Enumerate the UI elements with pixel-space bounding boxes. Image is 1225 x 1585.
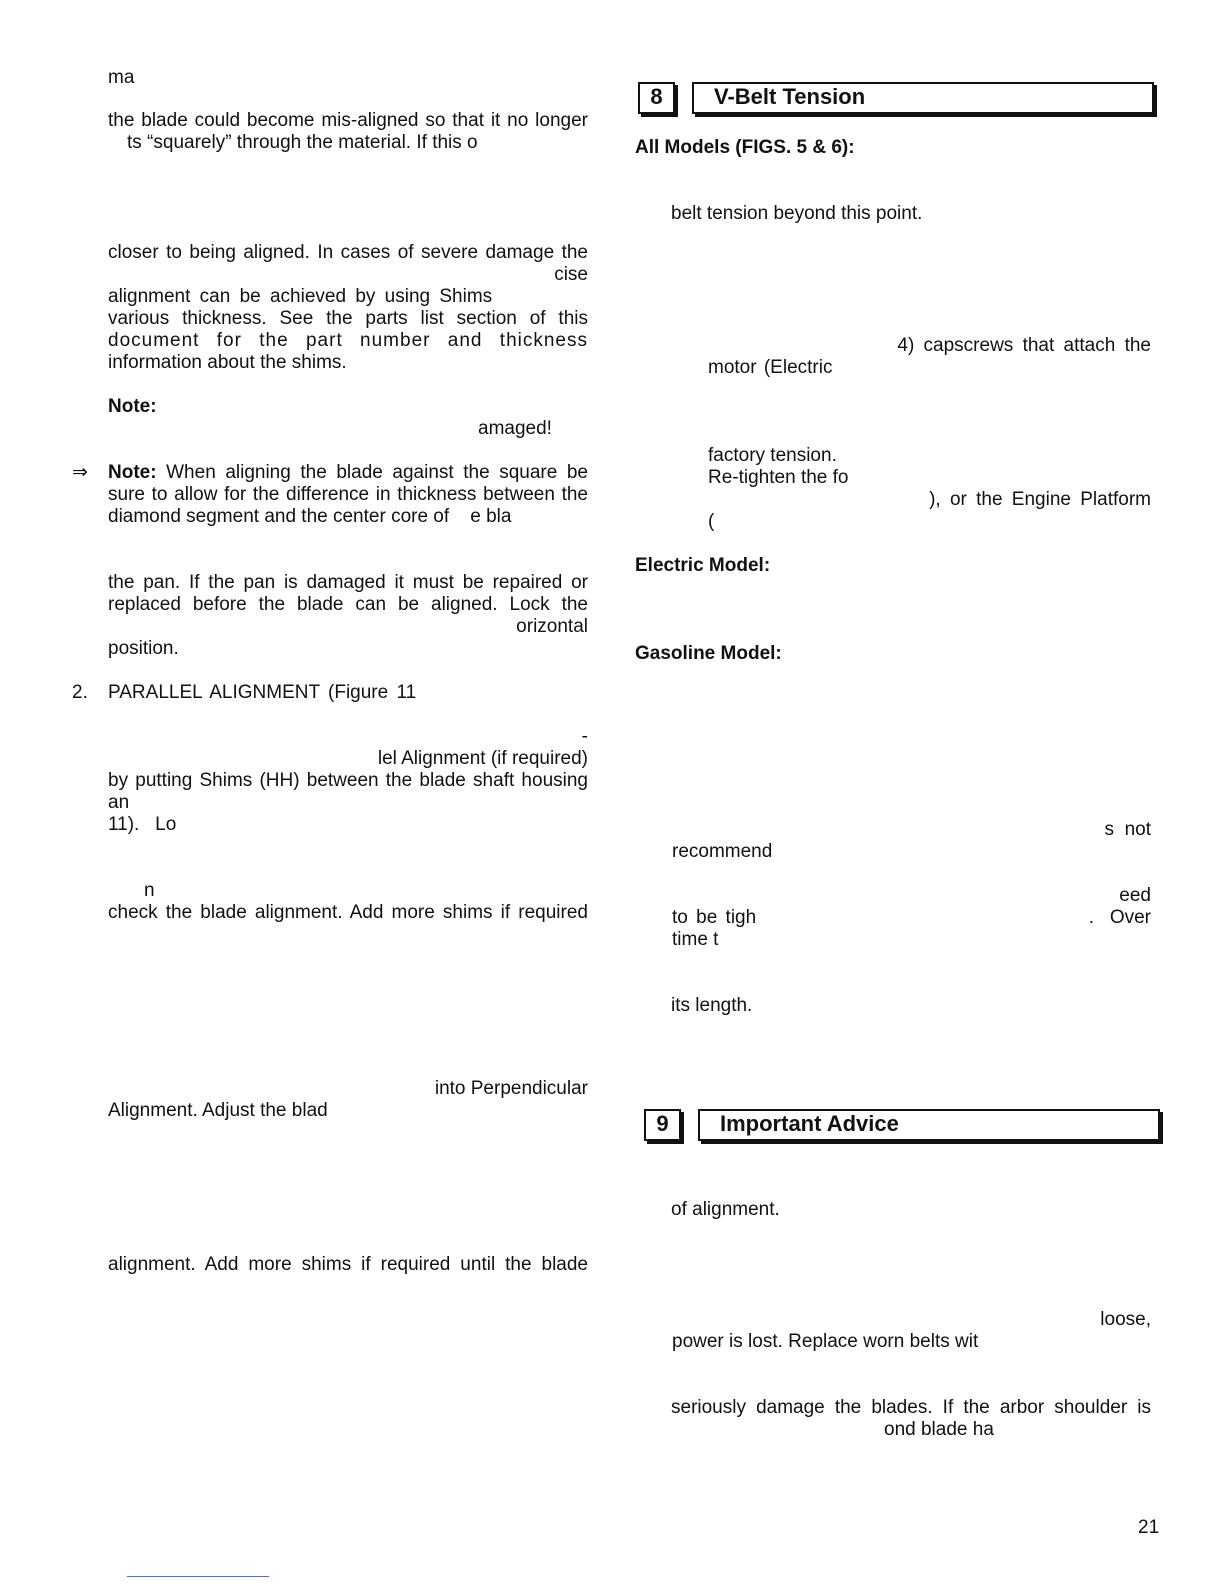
section-title: V-Belt Tension: [692, 82, 1154, 114]
text-line: alignment can be achieved by using Shims: [108, 286, 493, 307]
text-line: alignment. Add more shims if required until the blade: [108, 1254, 588, 1275]
footer-divider: [127, 1576, 269, 1577]
text-line: an: [108, 792, 130, 813]
text-line: check the blade alignment. Add more shims if required: [108, 902, 588, 923]
list-item-title: PARALLEL ALIGNMENT (Figure 11: [108, 682, 417, 703]
text-line: replaced before the blade can be aligned. Lock the: [108, 594, 588, 615]
text-line: lel Alignment (if required): [377, 748, 588, 769]
text-line: the blade could become mis-aligned so that it no longer: [108, 110, 588, 131]
text-line: ma: [108, 67, 135, 88]
text-line: document for the part number and thickness: [108, 330, 588, 351]
text-line: ts “squarely” through the material. If this o: [127, 132, 478, 153]
text-line: various thickness. See the parts list section of this: [108, 308, 588, 329]
text-line: 11). Lo: [108, 814, 177, 835]
note-line: [108, 462, 588, 484]
text-line: belt tension beyond this point.: [671, 203, 923, 224]
text-line: information about the shims.: [108, 352, 347, 373]
subheading: Gasoline Model:: [635, 643, 782, 664]
text-line: eed: [1119, 885, 1151, 906]
text-line: loose,: [1100, 1309, 1151, 1330]
text-line: Alignment. Adjust the blad: [108, 1100, 328, 1121]
text-line: recommend: [672, 841, 773, 862]
text-line: -: [581, 726, 588, 747]
text-line: power is lost. Replace worn belts wit: [672, 1331, 979, 1352]
subheading: All Models (FIGS. 5 & 6):: [635, 137, 855, 158]
section-title: Important Advice: [698, 1109, 1160, 1141]
section-number-badge: 8: [638, 82, 675, 114]
text-line: s not: [1104, 819, 1151, 840]
list-number: 2.: [72, 682, 88, 703]
text-line: ond blade ha: [884, 1419, 994, 1440]
text-line: When aligning the blade against the square be: [156, 462, 588, 483]
text-line: n: [144, 880, 155, 901]
text-line: to be tigh: [672, 907, 757, 928]
text-line: time t: [672, 929, 719, 950]
text-line: the pan. If the pan is damaged it must be repaired or: [108, 572, 588, 593]
text-line: its length.: [671, 995, 753, 1016]
text-line: . Over: [1088, 907, 1151, 928]
text-line: closer to being aligned. In cases of severe damage the: [108, 242, 588, 263]
text-line: into Perpendicular: [434, 1078, 588, 1099]
text-line: cise: [554, 264, 588, 285]
page-number: 21: [1138, 1517, 1160, 1538]
text-line: diamond segment and the center core of e bla: [108, 506, 512, 527]
text-line: motor (Electric: [708, 357, 833, 378]
text-line: 4) capscrews that attach the: [897, 335, 1151, 356]
arrow-icon: ⇒: [72, 462, 88, 483]
text-line: ), or the Engine Platform: [929, 489, 1151, 510]
text-line: position.: [108, 638, 179, 659]
subheading: Electric Model:: [635, 555, 771, 576]
text-line: sure to allow for the difference in thickness between the: [108, 484, 588, 505]
section-number-badge: 9: [644, 1109, 681, 1141]
text-line: (: [708, 511, 715, 532]
note-label: Note:: [108, 396, 157, 417]
text-line: orizontal: [516, 616, 588, 637]
text-line: Re-tighten the fo: [708, 467, 849, 488]
note-label: Note:: [108, 462, 157, 483]
text-line: of alignment.: [671, 1199, 780, 1220]
text-line: factory tension.: [708, 445, 837, 466]
text-line: seriously damage the blades. If the arbor shoulder is: [671, 1397, 1151, 1418]
text-line: amaged!: [478, 418, 552, 439]
text-line: by putting Shims (HH) between the blade shaft housing: [108, 770, 588, 791]
